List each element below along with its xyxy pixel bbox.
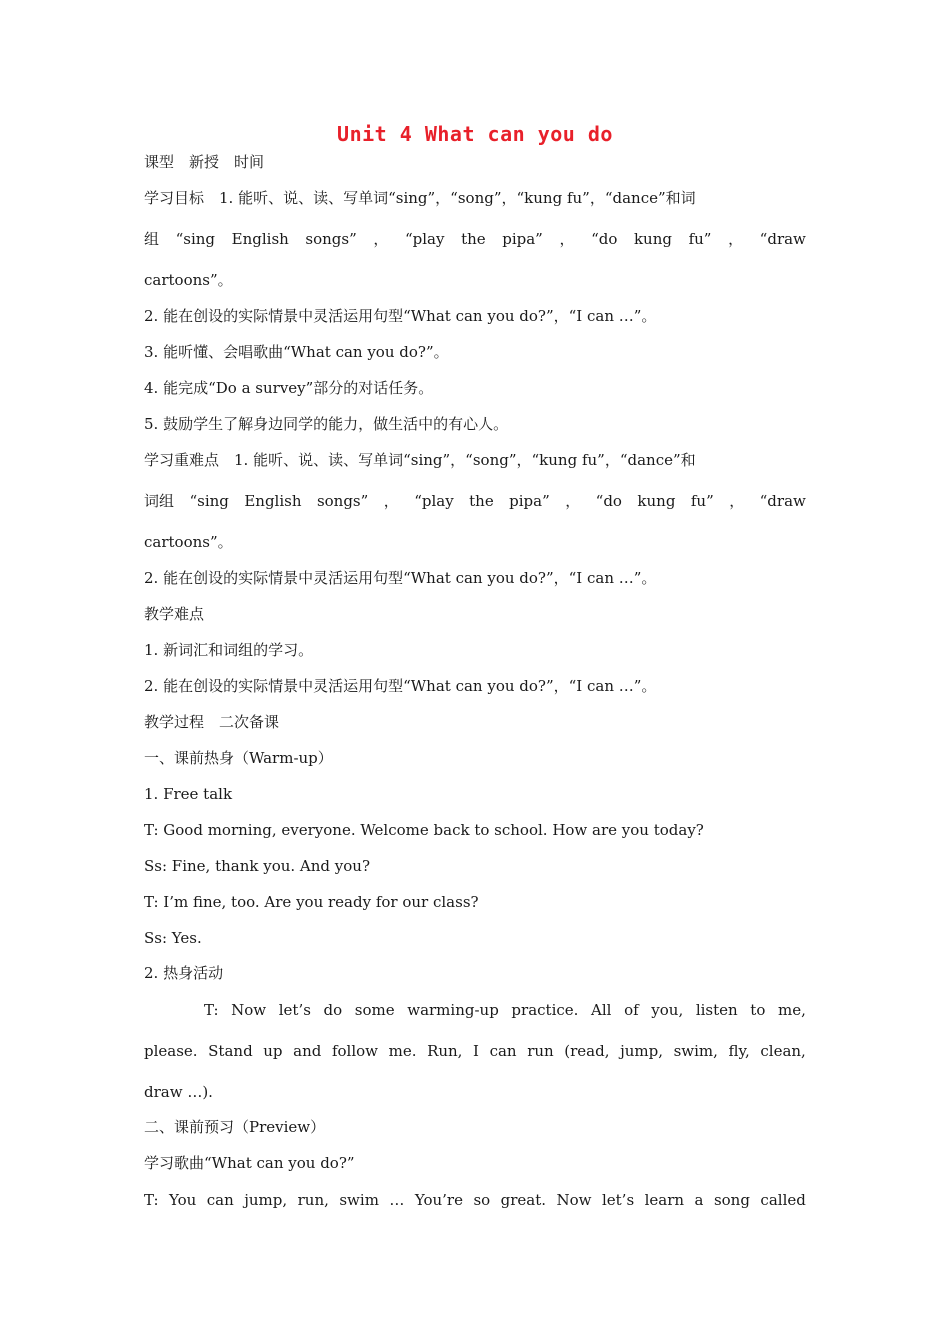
word: warming-up [407, 1001, 499, 1019]
word: kung [637, 492, 676, 510]
text-line: cartoons”。 [144, 271, 233, 289]
word: Now [556, 1191, 592, 1209]
word: listen [695, 1001, 738, 1019]
word: Now [231, 1001, 267, 1019]
word: jump, [620, 1042, 663, 1060]
word: ， [373, 230, 389, 248]
word: to [750, 1001, 766, 1019]
word: let’s [601, 1191, 635, 1209]
word: ， [728, 230, 744, 248]
word: ， [729, 492, 745, 510]
document-title: Unit 4 What can you do [337, 122, 613, 146]
word: I [473, 1042, 479, 1060]
word: learn [644, 1191, 685, 1209]
text-line: 1. Free talk [144, 785, 233, 803]
word: Run, [427, 1042, 463, 1060]
word: ， [383, 492, 399, 510]
word: song [713, 1191, 750, 1209]
text-line: 教学过程 二次备课 [144, 713, 280, 731]
word: fu” [688, 230, 712, 248]
word: “do [595, 492, 622, 510]
text-line: 二、课前预习（Preview） [144, 1118, 326, 1136]
word: so [473, 1191, 491, 1209]
text-line: 1. 新词汇和词组的学习。 [144, 641, 314, 659]
word: pipa” [502, 230, 543, 248]
word: You’re [414, 1191, 463, 1209]
word: 组 [144, 230, 160, 248]
word: of [624, 1001, 639, 1019]
text-line: Ss: Yes. [144, 929, 202, 947]
word: run, [297, 1191, 329, 1209]
text-line [144, 1190, 806, 1210]
text-line: 学习目标 1. 能听、说、读、写单词“sing”，“song”，“kung fu”，“dance”和词 [144, 189, 696, 207]
word: practice. [511, 1001, 579, 1019]
word: jump, [244, 1191, 288, 1209]
word: “play [414, 492, 454, 510]
word: can [206, 1191, 234, 1209]
text-line: 2. 能在创设的实际情景中灵活运用句型“What can you do?”，“I can …”。 [144, 569, 657, 587]
word: swim [339, 1191, 379, 1209]
word: me, [777, 1001, 806, 1019]
word: please. [144, 1042, 198, 1060]
word: follow [331, 1042, 378, 1060]
word: All [591, 1001, 612, 1019]
word: “draw [759, 230, 806, 248]
word: 词组 [144, 492, 175, 510]
text-line: draw …). [144, 1083, 213, 1101]
word: “sing [175, 230, 216, 248]
text-line: 3. 能听懂、会唱歌曲“What can you do?”。 [144, 343, 449, 361]
word: “sing [189, 492, 229, 510]
text-line: 一、课前热身（Warm-up） [144, 749, 333, 767]
word: … [389, 1191, 405, 1209]
word: “play [404, 230, 445, 248]
word: songs” [316, 492, 369, 510]
word: songs” [305, 230, 357, 248]
word: ， [559, 230, 575, 248]
word: the [461, 230, 486, 248]
text-line: T: I’m fine, too. Are you ready for our class? [144, 893, 479, 911]
word: Stand [208, 1042, 253, 1060]
word: do [323, 1001, 343, 1019]
word: T: [144, 1191, 159, 1209]
word: up [263, 1042, 283, 1060]
word: great. [500, 1191, 547, 1209]
text-line: 教学难点 [144, 605, 205, 623]
text-line: 2. 能在创设的实际情景中灵活运用句型“What can you do?”，“I can …”。 [144, 307, 657, 325]
text-line: 2. 热身活动 [144, 964, 224, 982]
word: ， [565, 492, 581, 510]
word: English [231, 230, 289, 248]
word: fu” [690, 492, 714, 510]
text-line: 2. 能在创设的实际情景中灵活运用句型“What can you do?”，“I can …”。 [144, 677, 657, 695]
word: You [169, 1191, 197, 1209]
word: me. [388, 1042, 417, 1060]
word: swim, [673, 1042, 718, 1060]
word: and [293, 1042, 322, 1060]
text-line [144, 491, 806, 511]
text-line: Ss: Fine, thank you. And you? [144, 857, 370, 875]
text-line: 学习重难点 1. 能听、说、读、写单词“sing”，“song”，“kung fu”，“dance”和 [144, 451, 696, 469]
word: run [527, 1042, 554, 1060]
word: kung [633, 230, 672, 248]
text-line [144, 1041, 806, 1061]
word: you, [651, 1001, 684, 1019]
word: T: [204, 1001, 219, 1019]
word: can [489, 1042, 517, 1060]
word: “do [591, 230, 618, 248]
word: the [469, 492, 494, 510]
word: “draw [759, 492, 806, 510]
text-line: cartoons”。 [144, 533, 233, 551]
text-line: 课型 新授 时间 [144, 153, 265, 171]
text-line: 5. 鼓励学生了解身边同学的能力，做生活中的有心人。 [144, 415, 509, 433]
word: fly, [728, 1042, 750, 1060]
word: called [760, 1191, 806, 1209]
word: English [244, 492, 302, 510]
text-line [144, 229, 806, 249]
word: some [354, 1001, 395, 1019]
word: clean, [760, 1042, 806, 1060]
text-line: T: Good morning, everyone. Welcome back to school. How are you today? [144, 821, 704, 839]
text-line: 4. 能完成“Do a survey”部分的对话任务。 [144, 379, 434, 397]
text-line [204, 1000, 806, 1020]
word: let’s [278, 1001, 311, 1019]
word: pipa” [509, 492, 550, 510]
word: a [694, 1191, 704, 1209]
text-line: 学习歌曲“What can you do?” [144, 1154, 355, 1172]
word: (read, [564, 1042, 610, 1060]
